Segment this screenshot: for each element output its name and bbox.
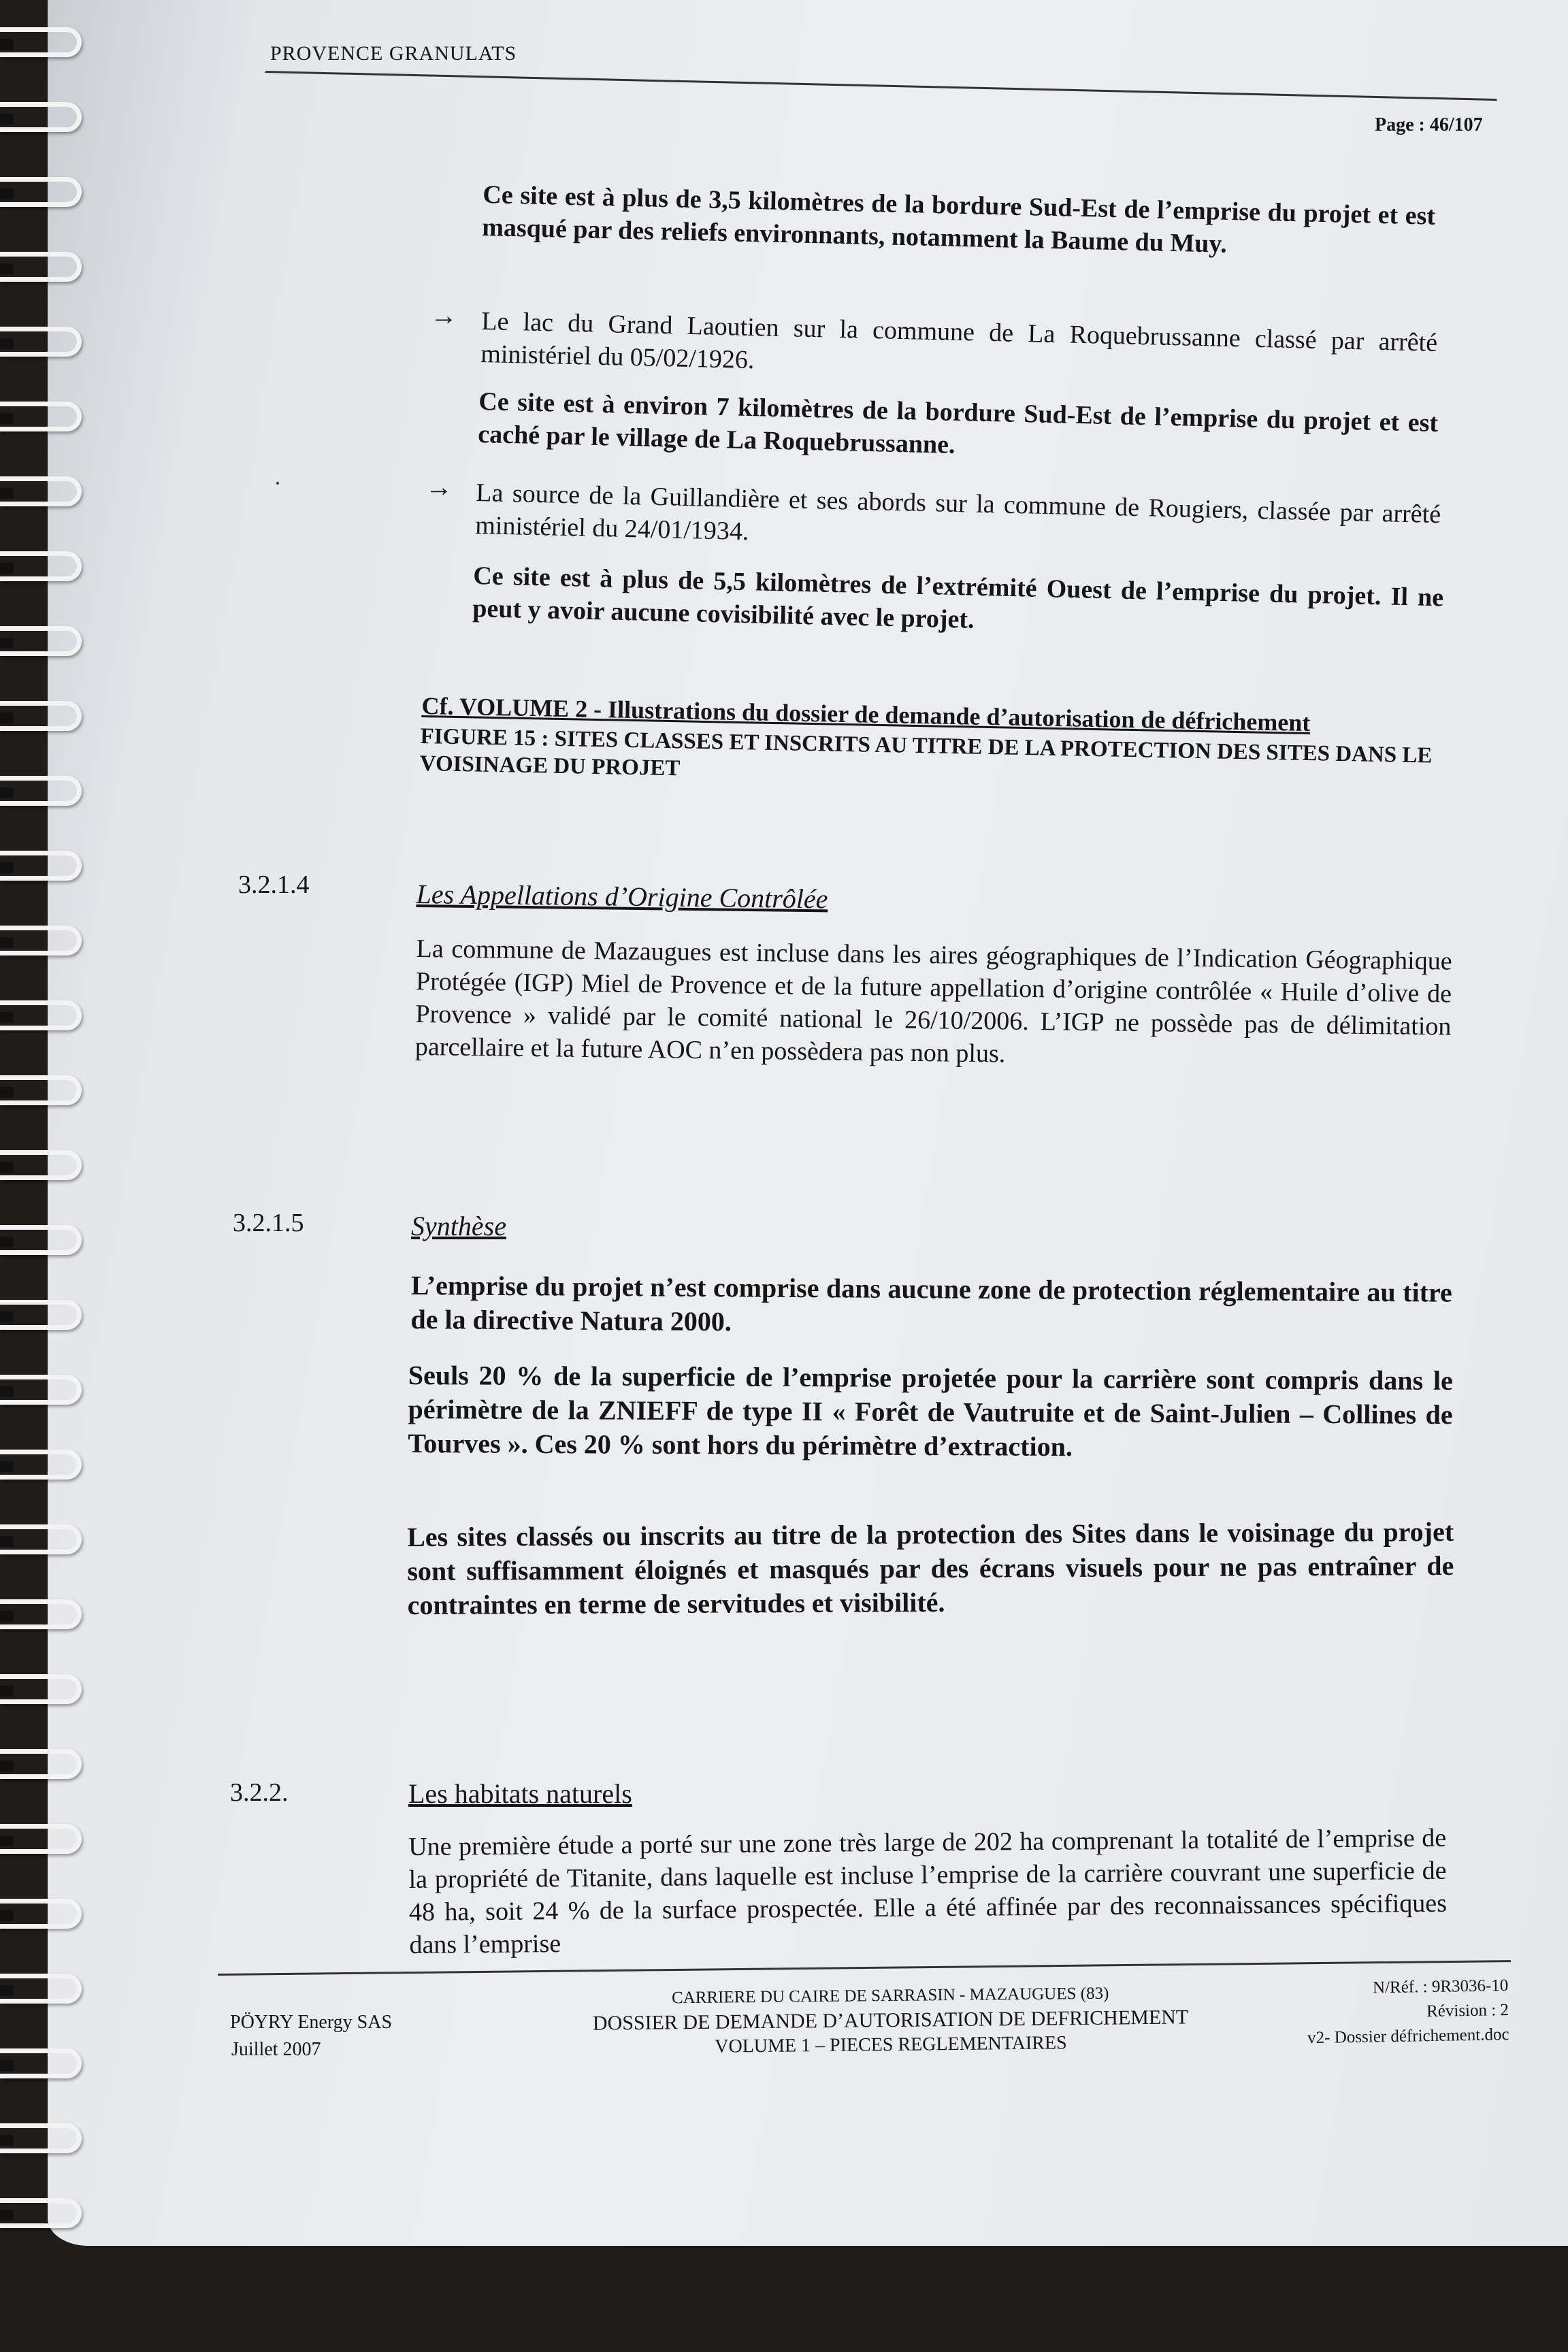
figure-caption: FIGURE 15 : SITES CLASSES ET INSCRITS AU TITRE DE LA PROTECTION DES SITES DANS LE VOISINAGE DU PROJET	[419, 723, 1433, 781]
arrow-icon: →	[430, 300, 457, 331]
footer-ref: N/Réf. : 9R3036-10	[1372, 1976, 1509, 1997]
footer-file: v2- Dossier défrichement.doc	[1307, 2025, 1509, 2048]
footer-dossier: DOSSIER DE DEMANDE D’AUTORISATION DE DEFRICHEMENT	[592, 2006, 1189, 2035]
synthese-sites: Les sites classés ou inscrits au titre de la protection des Sites dans le voisinage du projet sont suffisamment éloignés et masqués par des écrans visuels pour ne pas entraîner de contraintes en terme de servitudes et visibilité.	[407, 1516, 1454, 1620]
spiral-binding	[0, 0, 88, 2352]
section-number: 3.2.2.	[230, 1778, 289, 1807]
section-title: Les habitats naturels	[408, 1778, 632, 1809]
section-title: Les Appellations d’Origine Contrôlée	[416, 878, 828, 915]
footer-volume: VOLUME 1 – PIECES REGLEMENTAIRES	[715, 2032, 1067, 2057]
footer-center	[550, 1980, 1231, 2061]
source-site-note: Ce site est à plus de 5,5 kilomètres de l’extrémité Ouest de l’emprise du projet. Il ne peut y avoir aucune covisibilité avec le projet.	[472, 561, 1444, 634]
figure-cf-line: Cf. VOLUME 2 - Illustrations du dossier de demande d’autorisation de défrichement	[421, 691, 1311, 737]
footer-date: Juillet 2007	[231, 2039, 321, 2060]
synthese-znieff: Seuls 20 % de la superficie de l’emprise projetée pour la carrière sont compris dans le périmètre de la ZNIEFF de type II « Forêt de Vautruite et de Saint-Julien – Collines de Tourves ». Ces 20 % sont hors du périmètre d’extraction.	[408, 1360, 1453, 1463]
lac-site-note: Ce site est à environ 7 kilomètres de la bordure Sud-Est de l’emprise du projet et est caché par le village de La Roquebrussanne.	[477, 387, 1439, 459]
baume-site-note: Ce site est à plus de 3,5 kilomètres de la bordure Sud-Est de l’emprise du projet et est masqué par des reliefs environnants, notamment la Baume du Muy.	[481, 180, 1436, 259]
footer-company: PÖYRY Energy SAS	[230, 2012, 393, 2033]
synthese-natura: L’emprise du projet n’est comprise dans aucune zone de protection réglementaire au titre de la directive Natura 2000.	[410, 1270, 1452, 1337]
lac-site-item: Le lac du Grand Laoutien sur la commune de La Roquebrussanne classé par arrêté ministériel du 05/02/1926.	[480, 306, 1438, 375]
page-number: Page : 46/107	[1375, 114, 1483, 135]
source-site-item: La source de la Guillandière et ses abords sur la commune de Rougiers, classée par arrêté ministériel du 24/01/1934.	[474, 478, 1441, 546]
speck	[276, 482, 279, 485]
habitats-paragraph: Une première étude a porté sur une zone très large de 202 ha comprenant la totalité de l’emprise de la propriété de Titanite, dans laquelle est incluse l’emprise de la carrière couvrant une superficie de 48 ha, soit 24 % de la surface prospectée. Elle a été affinée par des reconnaissances spécifiques dans l’emprise	[408, 1823, 1448, 1959]
section-number: 3.2.1.5	[233, 1209, 304, 1237]
footer-project: CARRIERE DU CAIRE DE SARRASIN - MAZAUGUES (83)	[671, 1984, 1109, 2008]
header-company: PROVENCE GRANULATS	[270, 42, 517, 65]
section-title: Synthèse	[411, 1211, 506, 1241]
footer-right	[1157, 1974, 1509, 2053]
section-number: 3.2.1.4	[238, 870, 310, 899]
footer-revision: Révision : 2	[1426, 2000, 1509, 2021]
arrow-icon: →	[425, 472, 453, 502]
aoc-paragraph: La commune de Mazaugues est incluse dans les aires géographiques de l’Indication Géographique Protégée (IGP) Miel de Provence et de la future appellation d’origine contrôlée « Huile d’olive de Provence » validé par le comité national le 26/10/2006. L’IGP ne possède pas de délimitation parcellaire et la future AOC n’en possèdera pas non plus.	[414, 934, 1452, 1068]
